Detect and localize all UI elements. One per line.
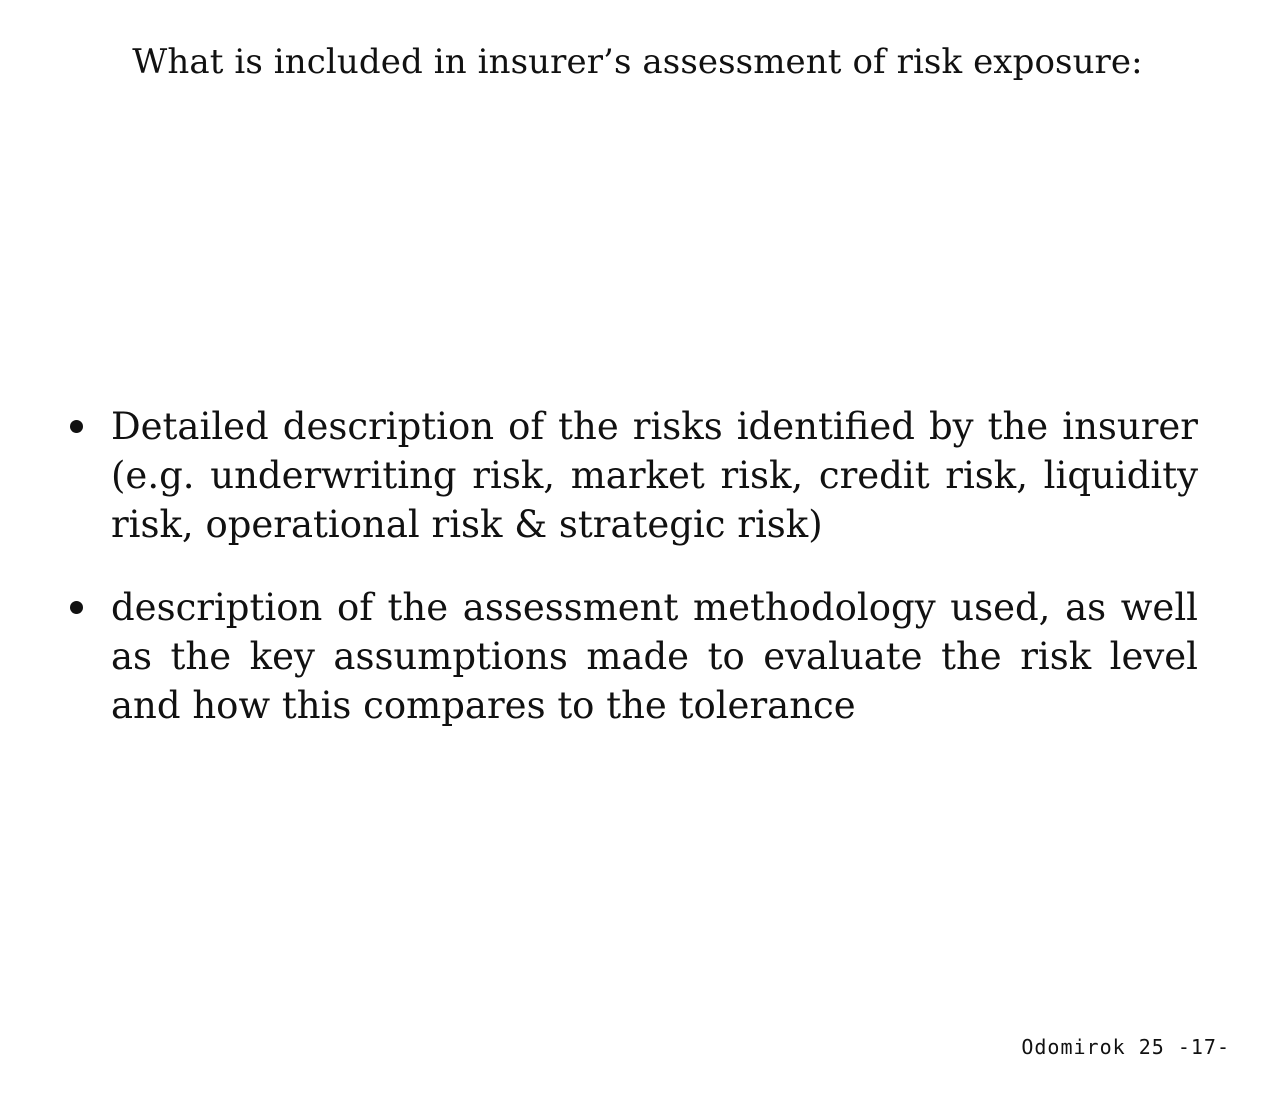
slide-title: What is included in insurer’s assessment of risk exposure: [132,42,1143,82]
page-footer: Odomirok 25 -17- [1021,1035,1230,1059]
bullet-dot-icon [70,601,83,614]
bullet-item [62,583,1198,730]
bullet-item [62,402,1198,549]
bullet-text: Detailed description of the risks identified by the insurer (e.g. underwriting risk, market risk, credit risk, liquidity risk, operational risk & strategic risk) [111,405,1198,546]
bullet-dot-icon [70,420,83,433]
bullet-text: description of the assessment methodology used, as well as the key assumptions made to evaluate the risk level and how this compares to the tolerance [111,586,1198,727]
bullet-list [62,402,1198,764]
